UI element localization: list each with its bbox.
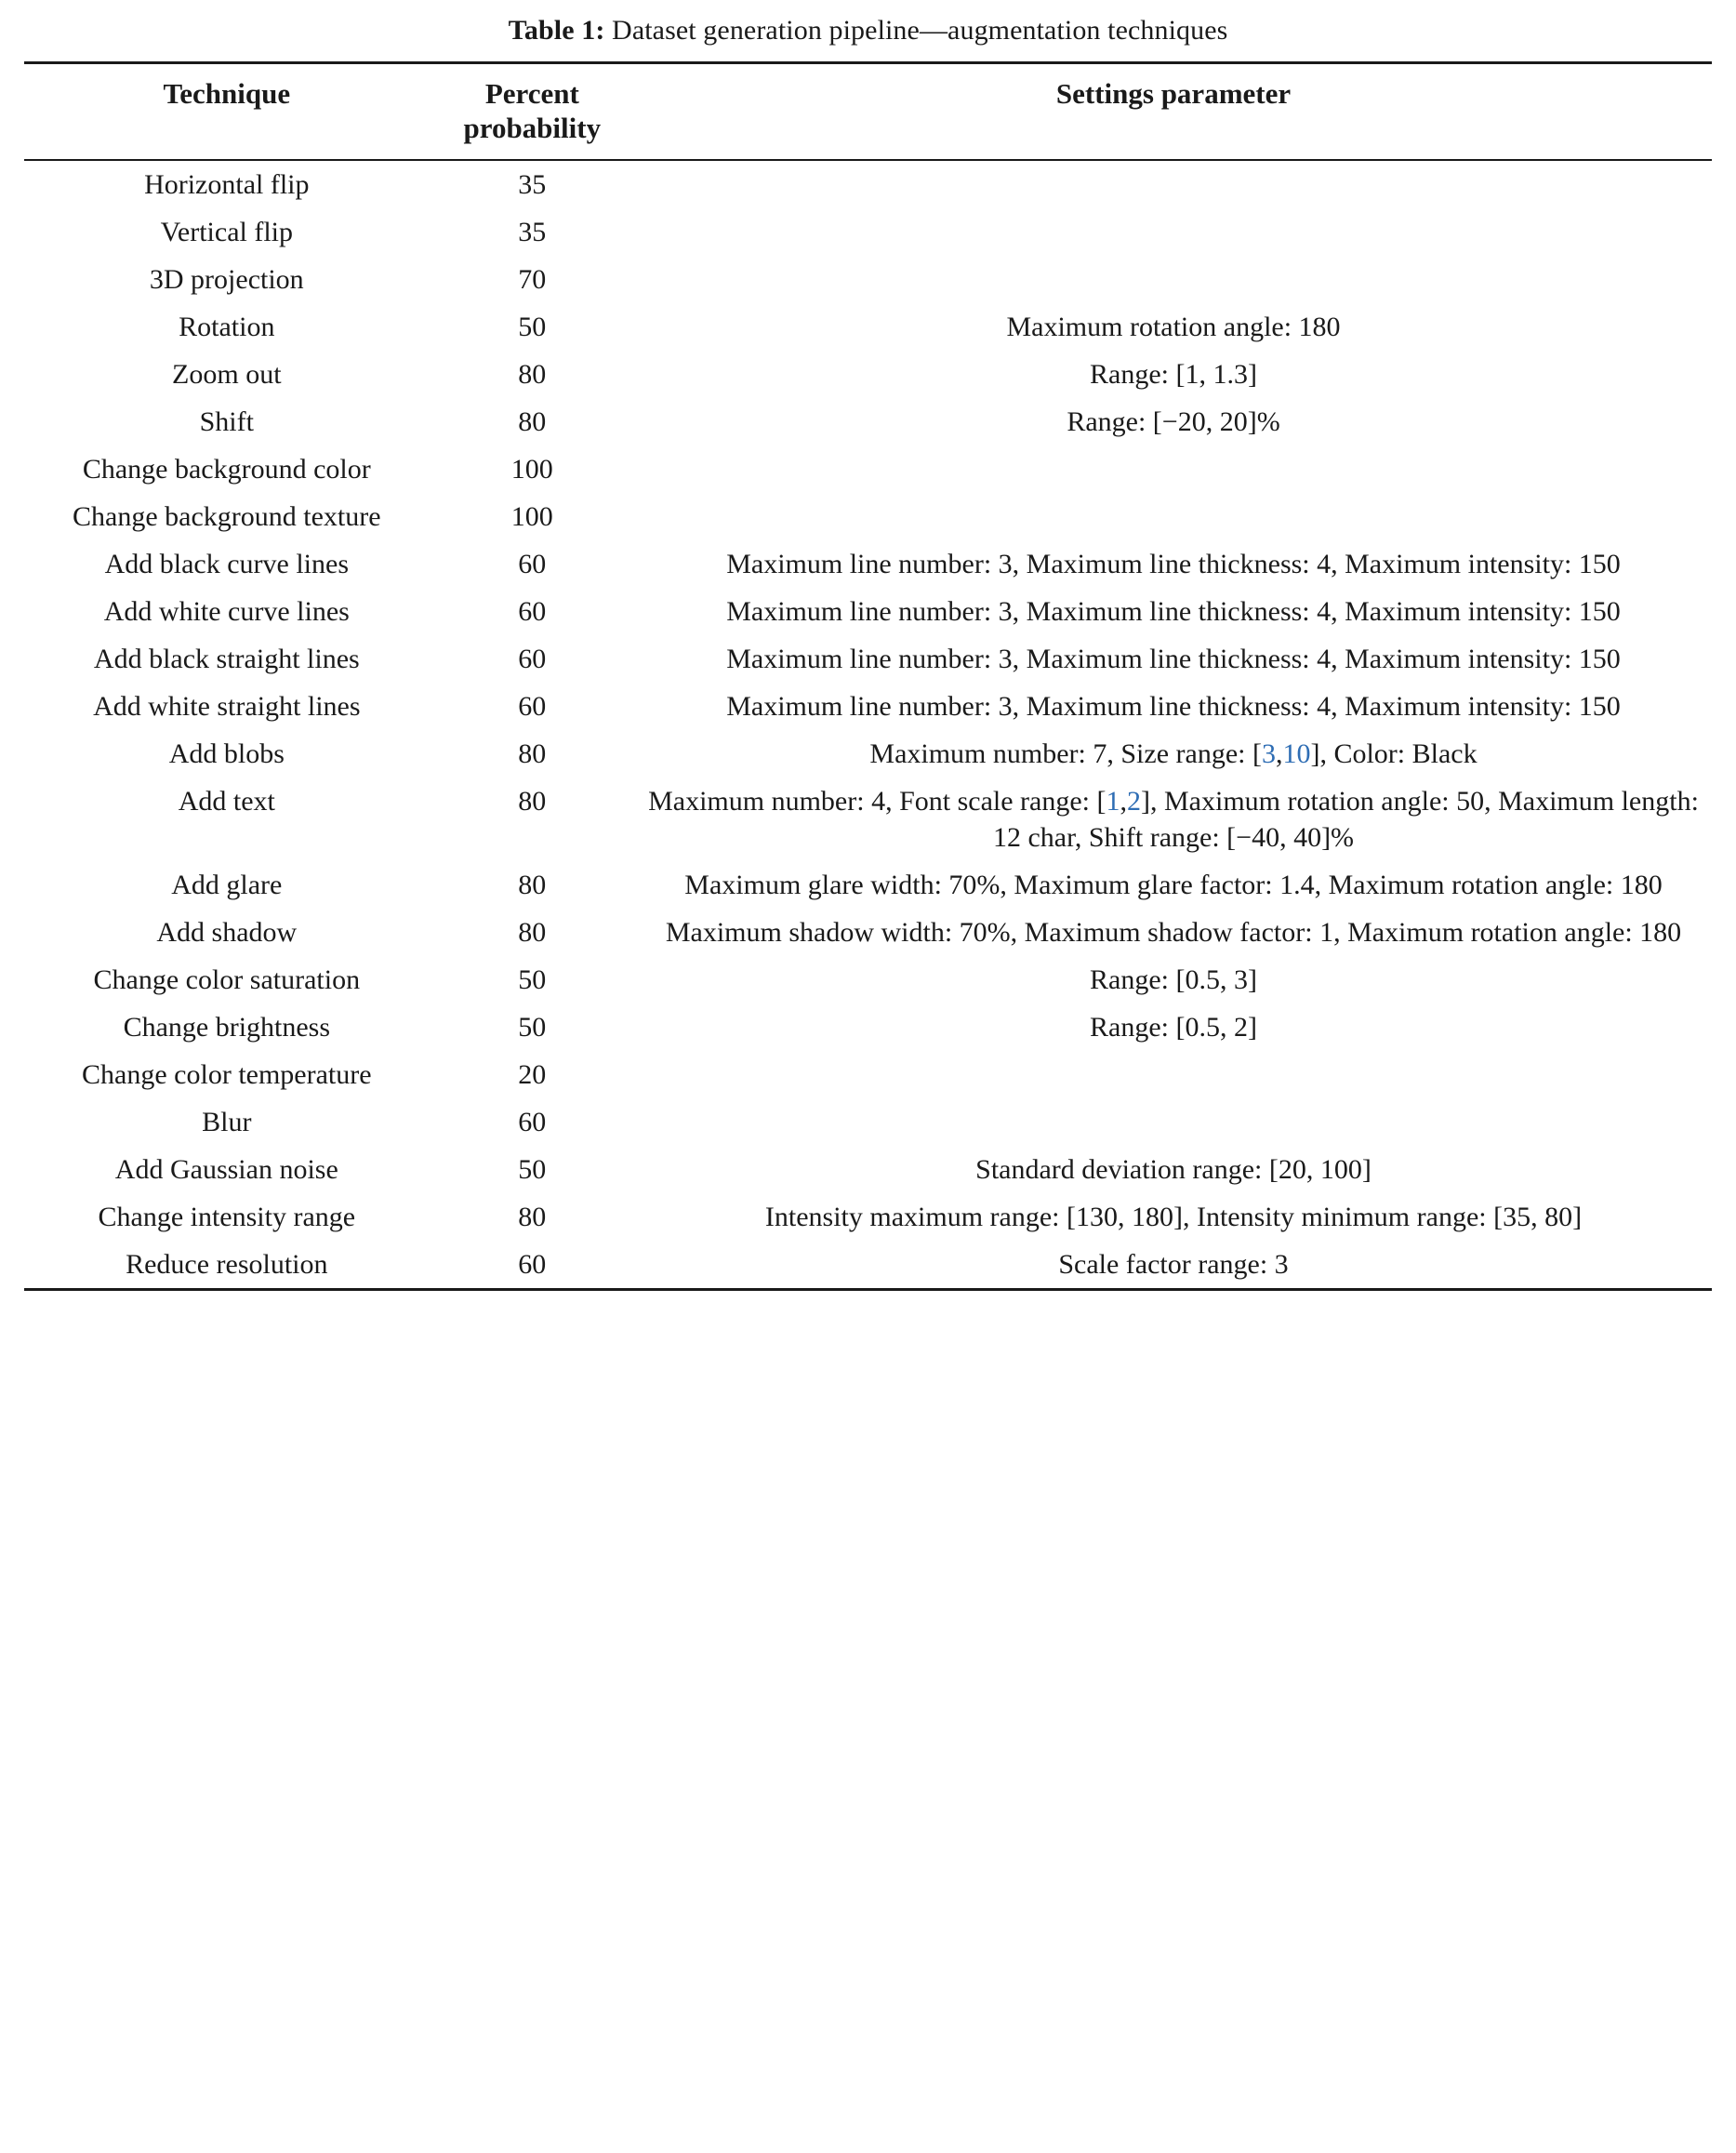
cell-technique: Shift [199,406,254,438]
table-row [24,683,1712,730]
cell-settings-parameter [635,256,1712,303]
cell-percent-probability: 60 [518,549,547,580]
cell-percent-probability: 100 [510,501,553,533]
table-row [24,398,1712,445]
cell-technique: Change background texture [73,501,381,533]
cell-technique: Add white straight lines [93,691,361,723]
cell-settings-parameter: Maximum line number: 3, Maximum line thickness: 4, Maximum intensity: 150 [726,596,1621,628]
cell-settings-parameter: Maximum number: 7, Size range: [3,10], Color: Black [869,738,1478,770]
cell-percent-probability: 50 [518,312,547,343]
table-row [24,861,1712,909]
cell-percent-probability: 50 [518,964,547,996]
cell-technique: Add blobs [168,738,285,770]
cell-technique: Add glare [171,870,283,901]
cell-technique: 3D projection [149,264,304,296]
cell-settings-parameter: Maximum number: 4, Font scale range: [1,2], Maximum rotation angle: 50, Maximum length: 12 char, Shift range: [−40, 40]% [648,786,1699,854]
table-row [24,303,1712,351]
cell-technique: Blur [202,1107,252,1138]
table-head [24,62,1712,161]
table-row [24,1146,1712,1193]
cell-settings-parameter: Intensity maximum range: [130, 180], Intensity minimum range: [35, 80] [764,1202,1583,1233]
cell-technique: Change brightness [123,1012,331,1043]
cell-technique: Add black straight lines [93,644,360,675]
table-row [24,635,1712,683]
cell-percent-probability: 80 [518,406,547,438]
cell-settings-parameter: Maximum line number: 3, Maximum line thickness: 4, Maximum intensity: 150 [726,691,1621,723]
cell-technique: Horizontal flip [144,169,310,201]
table-row [24,588,1712,635]
table-row [24,161,1712,208]
table-row [24,1051,1712,1098]
cell-settings-parameter [635,1098,1712,1146]
cell-percent-probability: 50 [518,1012,547,1043]
cell-technique: Vertical flip [160,217,294,248]
cell-technique: Add text [178,786,275,817]
rule-bottom [24,1290,1712,1292]
cell-percent-probability: 60 [518,1107,547,1138]
cell-technique: Add Gaussian noise [114,1154,338,1186]
cell-settings-parameter: Maximum line number: 3, Maximum line thickness: 4, Maximum intensity: 150 [726,644,1621,675]
cell-settings-parameter: Range: [−20, 20]% [1067,406,1280,438]
citation-link[interactable]: 3 [1261,738,1276,770]
header-row [24,64,1712,161]
cell-technique: Change color saturation [93,964,361,996]
cell-percent-probability: 80 [518,786,547,817]
cell-percent-probability: 80 [518,359,547,391]
table-row [24,1241,1712,1290]
cell-technique: Zoom out [172,359,282,391]
cell-percent-probability: 70 [518,264,547,296]
cell-technique: Change color temperature [82,1059,372,1091]
cell-settings-parameter: Scale factor range: 3 [1058,1249,1289,1281]
cell-percent-probability: 20 [518,1059,547,1091]
augmentation-techniques-table [24,61,1712,1292]
table-row [24,208,1712,256]
cell-percent-probability: 80 [518,917,547,949]
cell-technique: Add shadow [156,917,298,949]
table-body [24,161,1712,1290]
table-caption-text: Dataset generation pipeline—augmentation techniques [604,15,1228,46]
cell-technique: Add white curve lines [103,596,350,628]
cell-settings-parameter [635,493,1712,540]
cell-settings-parameter: Maximum glare width: 70%, Maximum glare factor: 1.4, Maximum rotation angle: 180 [684,870,1663,901]
cell-settings-parameter [635,445,1712,493]
cell-technique: Reduce resolution [126,1249,328,1281]
cell-percent-probability: 35 [518,217,547,248]
cell-settings-parameter [635,208,1712,256]
table-row [24,909,1712,956]
cell-percent-probability: 50 [518,1154,547,1186]
table-row [24,1098,1712,1146]
cell-percent-probability: 80 [518,1202,547,1233]
cell-settings-parameter: Range: [0.5, 2] [1090,1012,1257,1043]
column-header-settings-parameter: Settings parameter [1055,76,1292,110]
cell-settings-parameter: Range: [1, 1.3] [1090,359,1257,391]
cell-percent-probability: 60 [518,691,547,723]
cell-technique: Add black curve lines [104,549,349,580]
table-row [24,730,1712,777]
cell-technique: Change intensity range [98,1202,356,1233]
cell-settings-parameter: Maximum line number: 3, Maximum line thickness: 4, Maximum intensity: 150 [726,549,1621,580]
table-row [24,1193,1712,1241]
cell-settings-parameter: Standard deviation range: [20, 100] [975,1154,1372,1186]
cell-settings-parameter: Maximum rotation angle: 180 [1006,312,1341,343]
table-row [24,351,1712,398]
cell-percent-probability: 80 [518,870,547,901]
citation-link[interactable]: 2 [1127,786,1141,817]
column-header-technique: Technique [163,76,291,110]
citation-link[interactable]: 1 [1106,786,1120,817]
cell-settings-parameter [635,1051,1712,1098]
cell-settings-parameter [635,161,1712,208]
cell-settings-parameter: Range: [0.5, 3] [1090,964,1257,996]
column-header-percent-probability: Percent probability [463,76,602,145]
cell-percent-probability: 60 [518,1249,547,1281]
cell-technique: Rotation [179,312,275,343]
cell-percent-probability: 80 [518,738,547,770]
cell-percent-probability: 60 [518,596,547,628]
cell-percent-probability: 35 [518,169,547,201]
table-foot [24,1290,1712,1292]
cell-percent-probability: 100 [510,454,553,485]
table-row [24,956,1712,1003]
cell-settings-parameter: Maximum shadow width: 70%, Maximum shadow factor: 1, Maximum rotation angle: 180 [665,917,1682,949]
table-row [24,777,1712,861]
table-row [24,445,1712,493]
table-row [24,1003,1712,1051]
table-caption [24,13,1712,48]
cell-technique: Change background color [82,454,371,485]
table-caption-label: Table 1: [508,15,605,46]
cell-percent-probability: 60 [518,644,547,675]
table-row [24,493,1712,540]
table-row [24,256,1712,303]
citation-link[interactable]: 10 [1282,738,1311,770]
table-row [24,540,1712,588]
